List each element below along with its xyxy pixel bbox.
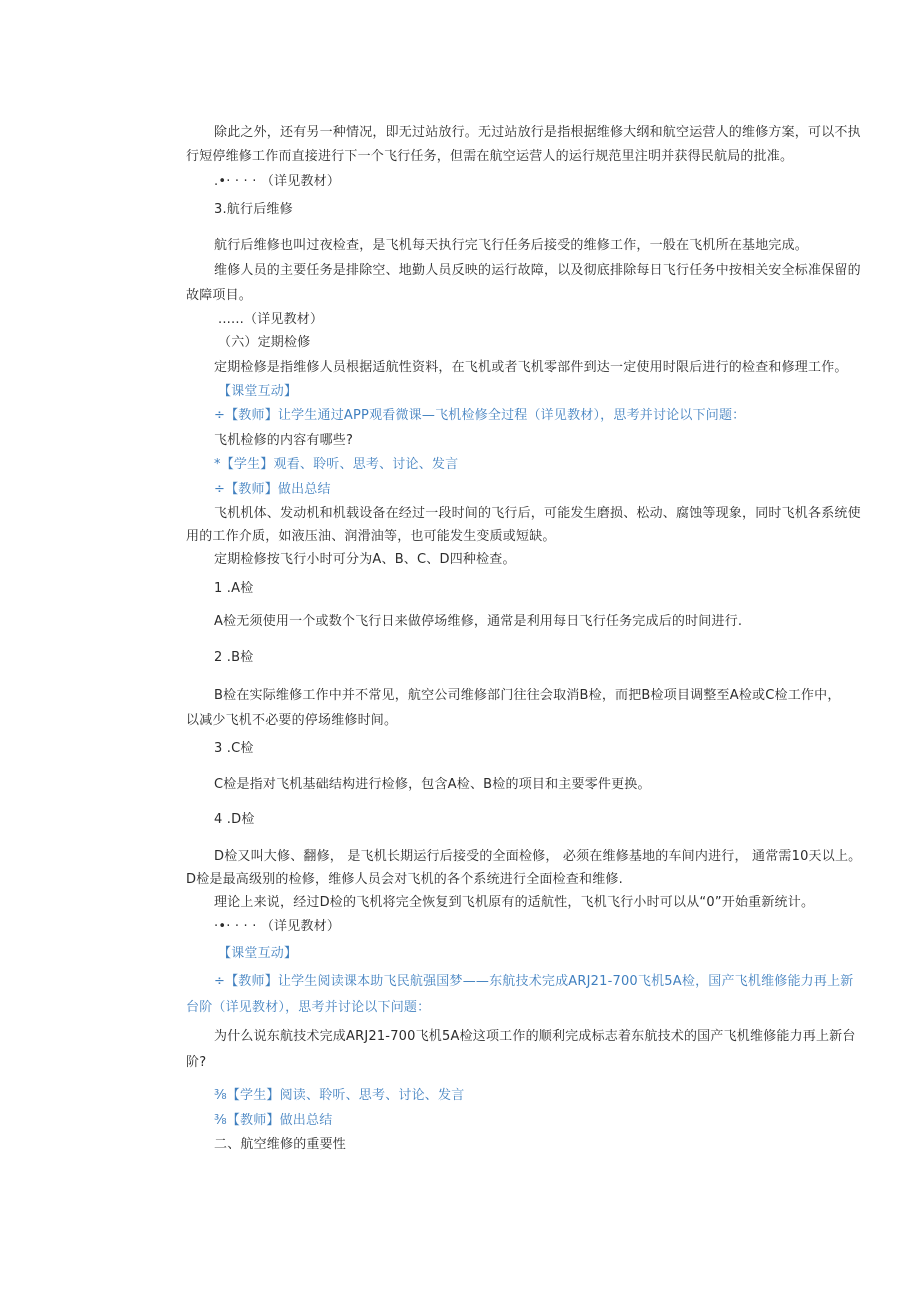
section-heading: 二、航空维修的重要性	[214, 1137, 347, 1152]
classroom-interaction-label: 【课堂互动】	[218, 384, 298, 399]
question-line: 飞机检修的内容有哪些?	[214, 433, 354, 448]
subsection-heading: 3 .C检	[214, 741, 254, 756]
paragraph-line: 飞机机体、发动机和机载设备在经过一段时间的飞行后，可能发生磨损、松动、腐蚀等现象，同时飞机各系统使	[214, 506, 861, 521]
question-line: 阶?	[186, 1055, 207, 1070]
question-line: 为什么说东航技术完成ARJ21-700飞机5A检这项工作的顺利完成标志着东航技术的国产飞机维修能力再上新台	[214, 1029, 856, 1044]
ellipsis-note: ·•· · · · （详见教材）	[214, 919, 341, 934]
subsection-heading: 1 .A检	[214, 581, 254, 596]
paragraph-line: 用的工作介质，如液压油、润滑油等，也可能发生变质或短缺。	[186, 529, 556, 544]
teacher-instruction: 台阶（详见教材），思考并讨论以下问题：	[186, 1000, 431, 1015]
paragraph-line: 理论上来说，经过D检的飞机将完全恢复到飞机原有的适航性，飞机飞行小时可以从“0”开始重新统计。	[214, 895, 815, 910]
student-activity: ⅜【学生】阅读、聆听、思考、讨论、发言	[214, 1088, 465, 1103]
paragraph-line: 以减少飞机不必要的停场维修时间。	[186, 713, 398, 728]
paragraph-line: B检在实际维修工作中并不常见，航空公司维修部门往往会取消B检，而把B检项目调整至A检或C检工作中，	[214, 688, 841, 703]
subsection-heading: 4 .D检	[214, 812, 255, 827]
paragraph-line: 除此之外，还有另一种情况，即无过站放行。无过站放行是指根据维修大纲和航空运营人的维修方案，可以不执	[214, 125, 861, 140]
ellipsis-note: ......（详见教材）	[218, 312, 324, 327]
teacher-summary: ⅜【教师】做出总结	[214, 1113, 333, 1128]
paragraph-line: 故障项目。	[186, 288, 253, 303]
paragraph-line: 定期检修是指维修人员根据适航性资料，在飞机或者飞机零部件到达一定使用时限后进行的检查和修理工作。	[214, 360, 848, 375]
paragraph-line: 行短停维修工作而直接进行下一个飞行任务，但需在航空运营人的运行规范里注明并获得民航局的批准。	[186, 149, 794, 164]
classroom-interaction-label: 【课堂互动】	[218, 946, 298, 961]
paragraph-line: D检是最高级别的检修，维修人员会对飞机的各个系统进行全面检查和维修.	[186, 872, 623, 887]
subsection-heading: 2 .B检	[214, 650, 254, 665]
teacher-instruction: ÷【教师】让学生通过APP观看微课—飞机检修全过程（详见教材），思考并讨论以下问题：	[214, 408, 746, 423]
teacher-summary: ÷【教师】做出总结	[214, 482, 331, 497]
paragraph-line: C检是指对飞机基础结构进行检修，包含A检、B检的项目和主要零件更换。	[214, 777, 651, 792]
paragraph-line: 航行后维修也叫过夜检查，是飞机每天执行完飞行任务后接受的维修工作，一般在飞机所在基地完成。	[214, 238, 809, 253]
teacher-instruction: ÷【教师】让学生阅读课本助飞民航强国梦——东航技术完成ARJ21-700飞机5A检，国产飞机维修能力再上新	[214, 974, 854, 989]
student-activity: *【学生】观看、聆听、思考、讨论、发言	[214, 457, 459, 472]
paragraph-line: 定期检修按飞行小时可分为A、B、C、D四种检查。	[214, 552, 516, 567]
paragraph-line: 维修人员的主要任务是排除空、地勤人员反映的运行故障，以及彻底排除每日飞行任务中按相关安全标准保留的	[214, 263, 861, 278]
paragraph-line: D检又叫大修、翻修， 是飞机长期运行后接受的全面检修， 必须在维修基地的车间内进行， 通常需10天以上。	[214, 849, 862, 864]
section-heading: 3.航行后维修	[214, 202, 293, 217]
ellipsis-note: .•· · · · （详见教材）	[214, 174, 341, 189]
section-heading: （六）定期检修	[218, 335, 311, 350]
paragraph-line: A检无须使用一个或数个飞行日来做停场维修，通常是利用每日飞行任务完成后的时间进行.	[214, 614, 743, 629]
